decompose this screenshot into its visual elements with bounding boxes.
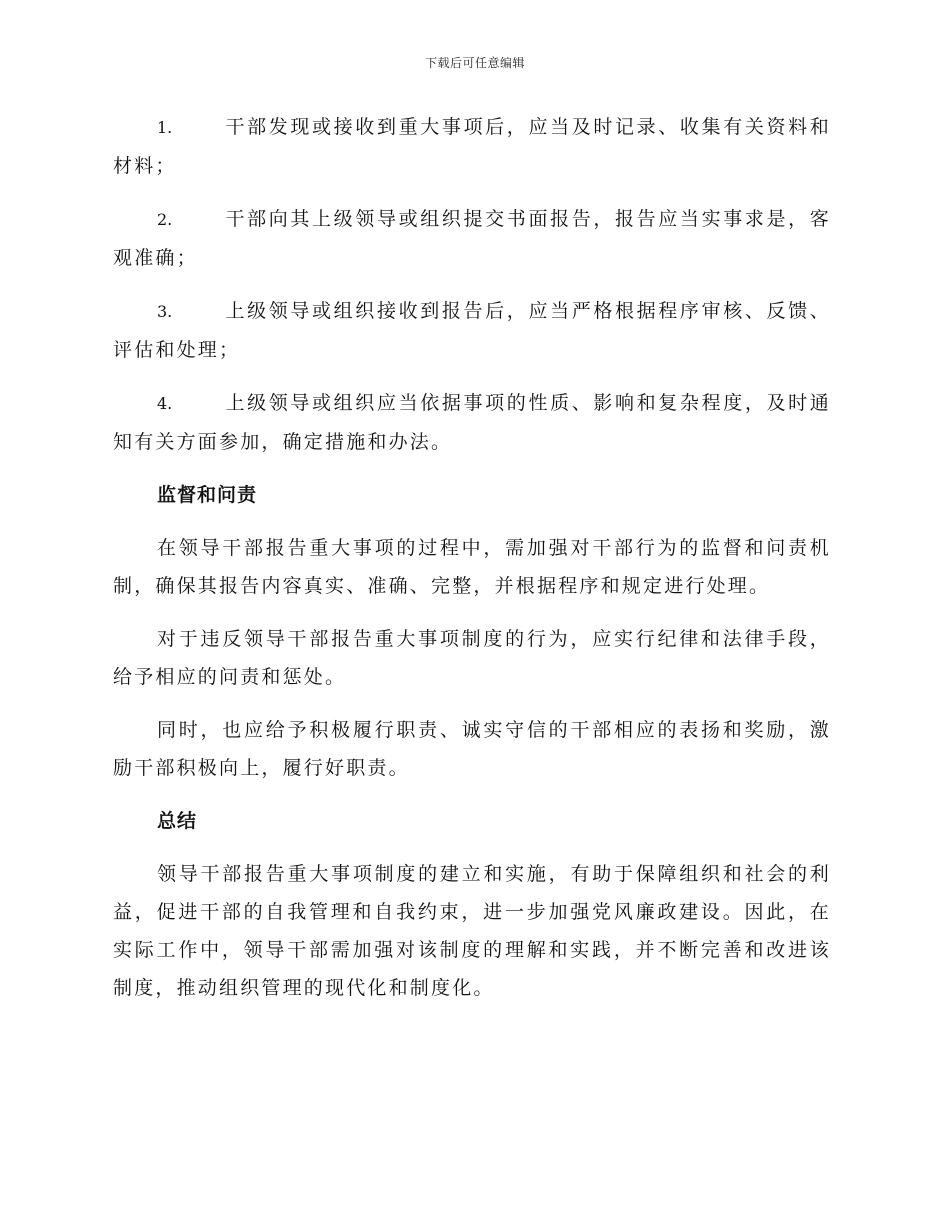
list-item-number: 3. xyxy=(157,302,173,321)
list-item-text: 干部发现或接收到重大事项后，应当及时记录、收集有关资料和材料； xyxy=(113,116,831,177)
list-item-number: 1. xyxy=(157,118,173,137)
list-item-text: 上级领导或组织接收到报告后，应当严格根据程序审核、反馈、评估和处理； xyxy=(113,300,831,361)
paragraph: 在领导干部报告重大事项的过程中，需加强对干部行为的监督和问责机制，确保其报告内容真实、准确、完整，并根据程序和规定进行处理。 xyxy=(113,537,831,597)
section-heading-supervision: 监督和问责 xyxy=(157,484,258,506)
list-item xyxy=(113,200,831,277)
section-heading-summary: 总结 xyxy=(157,810,198,832)
paragraph: 对于违反领导干部报告重大事项制度的行为，应实行纪律和法律手段，给予相应的问责和惩处。 xyxy=(113,628,831,688)
paragraph: 领导干部报告重大事项制度的建立和实施，有助于保障组织和社会的利益，促进干部的自我管理和自我约束，进一步加强党风廉政建设。因此，在实际工作中，领导干部需加强对该制度的理解和实践，并不断完善和改进该制度，推动组织管理的现代化和制度化。 xyxy=(113,863,831,999)
list-item xyxy=(113,108,831,185)
list-item-number: 4. xyxy=(157,394,173,413)
list-item xyxy=(113,292,831,369)
list-item-text: 干部向其上级领导或组织提交书面报告，报告应当实事求是，客观准确； xyxy=(113,208,831,269)
document-body xyxy=(113,108,831,1022)
list-item-number: 2. xyxy=(157,210,173,229)
list-item xyxy=(113,384,831,461)
paragraph: 同时，也应给予积极履行职责、诚实守信的干部相应的表扬和奖励，激励干部积极向上，履行好职责。 xyxy=(113,719,831,779)
header-note: 下载后可任意编辑 xyxy=(424,56,525,70)
list-item-text: 上级领导或组织应当依据事项的性质、影响和复杂程度，及时通知有关方面参加，确定措施和办法。 xyxy=(113,392,831,453)
